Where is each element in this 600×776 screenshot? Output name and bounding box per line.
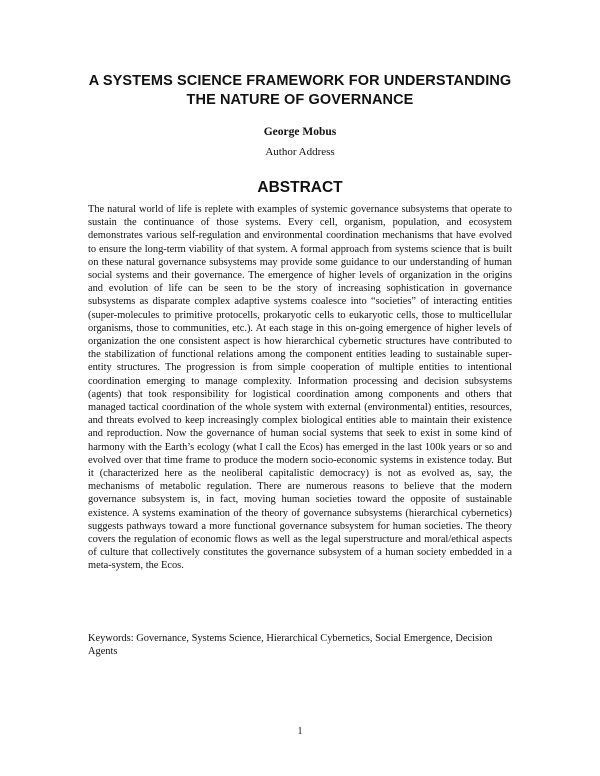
author-name: George Mobus [263, 126, 337, 138]
paper-title-line-2: THE NATURE OF GOVERNANCE [186, 92, 414, 108]
page-number: 1 [297, 726, 303, 737]
paper-title [60, 72, 540, 110]
keywords: Keywords: Governance, Systems Science, Hierarchical Cybernetics, Social Emergence, Decision Agents [88, 633, 493, 658]
paper-title-line-1: A SYSTEMS SCIENCE FRAMEWORK FOR UNDERSTANDING [88, 73, 512, 89]
author-address: Author Address [265, 146, 335, 158]
abstract-body: The natural world of life is replete with examples of systemic governance subsystems that operate to sustain the continuance of those systems. Every cell, organism, population, and ecosystem demonstrates various self-regulation and environmental coordination mechanisms that have evolved to ensure the long-term viability of that system. A formal approach from systems science that is built on these natural governance subsystems may provide some guidance to our understanding of human social systems and their governance. The emergence of higher levels of organization in the origins and evolution of life can be seen to be the story of increasing sophistication in governance subsystems as disparate complex adaptive systems coalesce into “societies” of interacting entities (super-molecules to primitive protocells, prokaryotic cells to eukaryotic cells, those to multicellular organisms, those to communities, etc.). At each stage in this on-going emergence of higher levels of organization the one consistent aspect is how hierarchical cybernetic structures have contributed to the stabilization of functional relations among the component entities leading to sustainable super-entity structures. The progression is from simple cooperation of multiple entities to intentional coordination emerging to manage complexity. Information processing and decision subsystems (agents) that took responsibility for logistical coordination among components and others that managed tactical coordination of the whole system with external (environmental) entities, resources, and threats evolved to keep increasingly complex biological entities able to maintain their existence and reproduction. Now the governance of human social systems that seek to exist in some kind of harmony with the Earth’s ecology (what I call the Ecos) has emerged in the last 100k years or so and evolved over that time frame to produce the modern socio-economic systems in existence today. But it (characterized here as the neoliberal capitalistic democracy) is not as evolved as, say, the mechanisms of metabolic regulation. There are numerous reasons to believe that the modern governance subsystem is, in fact, moving human societies toward the opposite of sustainable existence. A systems examination of the theory of governance subsystems (hierarchical cybernetics) suggests pathways toward a more functional governance subsystem for human societies. The theory covers the regulation of economic flows as well as the legal superstructure and moral/ethical aspects of culture that collectively constitutes the governance subsystem of a human society embedded in a meta-system, the Ecos. [88, 204, 512, 572]
abstract-heading: ABSTRACT [257, 179, 343, 196]
